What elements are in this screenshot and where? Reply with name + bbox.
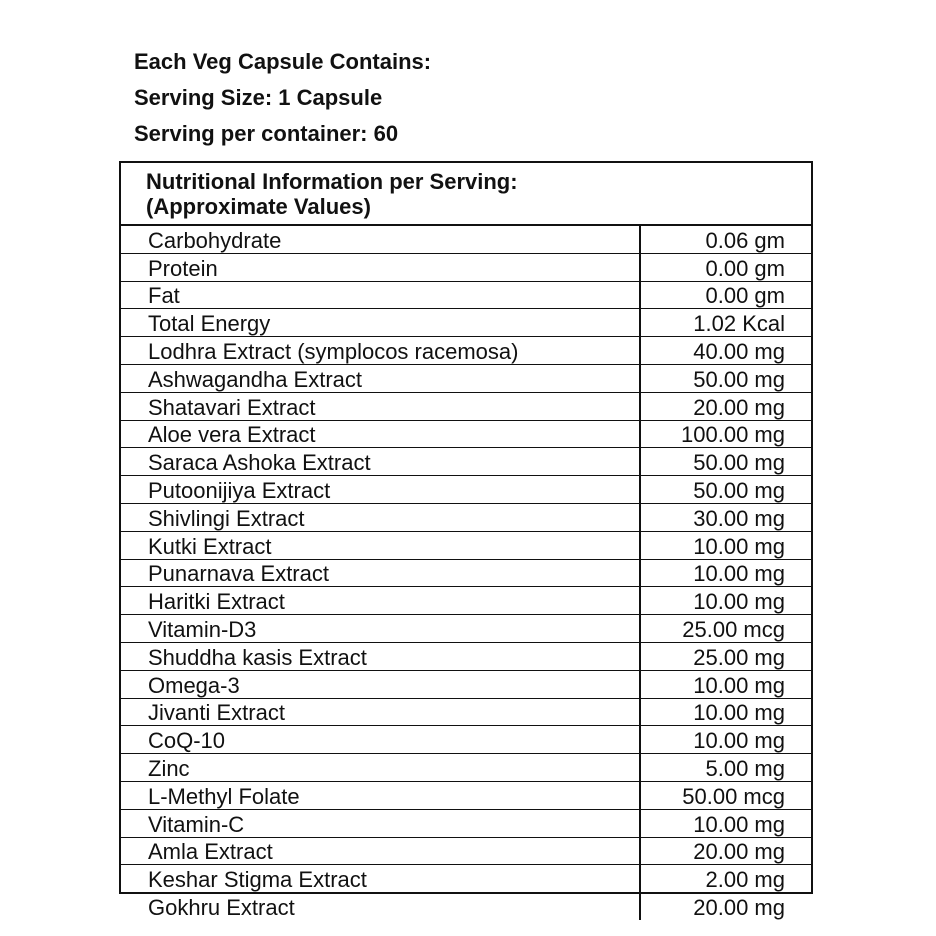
nutrition-title-line-2: (Approximate Values) [146,194,371,219]
table-row [121,642,811,670]
nutrient-amount: 0.00 gm [640,253,811,281]
nutrient-amount: 20.00 mg [640,392,811,420]
table-row [121,726,811,754]
nutrient-amount: 50.00 mg [640,476,811,504]
table-row [121,865,811,893]
nutrient-name: Ashwagandha Extract [121,364,640,392]
nutrient-name: Zinc [121,754,640,782]
nutrient-amount: 25.00 mcg [640,615,811,643]
nutrition-table-body [121,226,811,920]
serving-size: Serving Size: 1 Capsule [134,85,383,110]
table-row [121,615,811,643]
nutrition-table [121,226,811,920]
nutrient-amount: 10.00 mg [640,531,811,559]
nutrient-amount: 5.00 mg [640,754,811,782]
table-row [121,781,811,809]
nutrient-amount: 50.00 mcg [640,781,811,809]
nutrient-name: Vitamin-D3 [121,615,640,643]
nutrient-name: Aloe vera Extract [121,420,640,448]
nutrient-amount: 20.00 mg [693,894,785,920]
nutrient-amount: 10.00 mg [640,726,811,754]
capsule-contents-heading: Each Veg Capsule Contains: [134,49,432,74]
nutrient-amount: 30.00 mg [640,503,811,531]
nutrient-name: Amla Extract [121,837,640,865]
nutrient-name: Kutki Extract [121,531,640,559]
table-row [121,698,811,726]
nutrient-name: CoQ-10 [121,726,640,754]
table-row [121,754,811,782]
nutrient-name: Jivanti Extract [121,698,640,726]
nutrient-name: Fat [121,281,640,309]
nutrient-name: L-Methyl Folate [121,781,640,809]
nutrition-title-line-1: Nutritional Information per Serving: [146,169,518,194]
nutrient-name: Protein [121,253,640,281]
nutrient-name: Vitamin-C [121,809,640,837]
table-row [121,837,811,865]
nutrient-amount: 2.00 mg [640,865,811,893]
nutrient-name: Gokhru Extract [121,893,640,920]
table-row [121,587,811,615]
nutrient-name: Carbohydrate [121,226,640,253]
nutrient-amount: 100.00 mg [640,420,811,448]
nutrition-table-panel [119,161,813,920]
nutrient-name: Keshar Stigma Extract [121,865,640,893]
nutrient-amount: 25.00 mg [640,642,811,670]
table-row [121,448,811,476]
nutrient-name: Putoonijiya Extract [121,476,640,504]
nutrient-name: Haritki Extract [121,587,640,615]
table-row [121,337,811,365]
nutrient-amount: 0.00 gm [640,281,811,309]
nutrient-amount: 10.00 mg [640,587,811,615]
nutrient-name: Shatavari Extract [121,392,640,420]
nutrient-amount: 40.00 mg [640,337,811,365]
nutrient-amount: 10.00 mg [640,809,811,837]
table-row [121,226,811,253]
nutrition-table-title [121,163,811,226]
table-row [121,309,811,337]
table-row [121,392,811,420]
nutrient-amount: 50.00 mg [640,364,811,392]
nutrient-name: Total Energy [121,309,640,337]
label-header [134,44,431,152]
nutrient-name: Saraca Ashoka Extract [121,448,640,476]
nutrient-amount: 10.00 mg [640,670,811,698]
table-row [121,253,811,281]
nutrient-amount: 1.02 Kcal [640,309,811,337]
nutrient-name: Punarnava Extract [121,559,640,587]
nutrient-name: Shivlingi Extract [121,503,640,531]
table-row [121,559,811,587]
table-row [121,809,811,837]
table-row [121,476,811,504]
nutrient-amount: 10.00 mg [640,559,811,587]
table-row [121,670,811,698]
table-row [121,893,811,920]
nutrient-amount: 50.00 mg [640,448,811,476]
nutrient-amount: 0.06 gm [640,226,811,253]
nutrient-name: Omega-3 [121,670,640,698]
table-row [121,364,811,392]
nutrient-name: Lodhra Extract (symplocos racemosa) [121,337,640,365]
nutrient-amount: 20.00 mg [640,837,811,865]
table-row [121,531,811,559]
nutrient-name: Shuddha kasis Extract [121,642,640,670]
table-row [121,503,811,531]
nutrient-amount: 10.00 mg [640,698,811,726]
servings-per-container: Serving per container: 60 [134,121,399,146]
table-row [121,281,811,309]
table-row [121,420,811,448]
